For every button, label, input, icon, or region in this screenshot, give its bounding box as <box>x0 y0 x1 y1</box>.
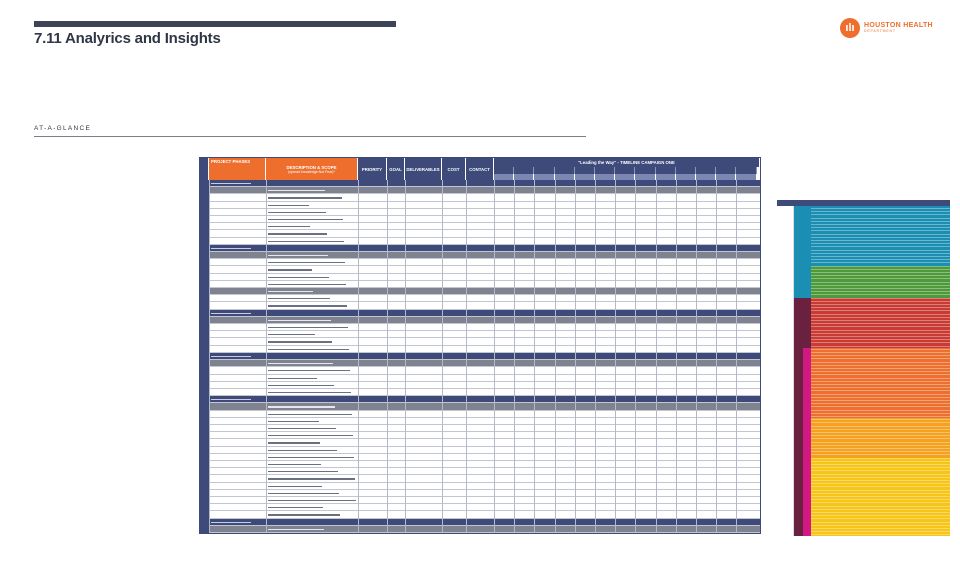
thumbnail-row-line <box>811 352 950 353</box>
thumbnail-row-line <box>811 234 950 235</box>
thumbnail-row-line <box>811 403 950 404</box>
table-row <box>209 396 760 403</box>
thumbnail-row-line <box>811 509 950 510</box>
timeline-month-cell <box>514 167 534 174</box>
thumbnail-row-line <box>811 368 950 369</box>
thumbnail-row-line <box>811 253 950 254</box>
thumbnail-row-line <box>811 419 950 420</box>
thumbnail-row-line <box>811 451 950 452</box>
row-text-stroke <box>268 327 348 328</box>
thumbnail-row-line <box>811 317 950 318</box>
table-column-line <box>514 180 515 533</box>
thumbnail-row-line <box>811 346 950 347</box>
table-row <box>209 266 760 273</box>
thumbnail-row-line <box>811 445 950 446</box>
table-row <box>209 447 760 454</box>
thumbnail-block <box>803 348 811 536</box>
timeline-month-cell <box>696 167 716 174</box>
thumbnail-row-line <box>811 259 950 260</box>
table-row <box>209 511 760 518</box>
thumbnail-row-line <box>811 323 950 324</box>
thumbnail-row-line <box>811 285 950 286</box>
table-row <box>209 353 760 360</box>
table-row <box>209 209 760 216</box>
row-text-stroke <box>268 486 322 487</box>
table-row <box>209 302 760 309</box>
header-project-phases: PROJECT PHASES <box>209 158 266 180</box>
row-text-stroke <box>268 392 351 393</box>
row-text-stroke <box>268 255 328 256</box>
table-column-line <box>266 180 267 533</box>
table-row <box>209 252 760 259</box>
thumbnail-row-line <box>811 298 950 299</box>
table-row <box>209 216 760 223</box>
thumbnail-row-line <box>811 221 950 222</box>
timeline-month-cell <box>736 167 756 174</box>
row-text-stroke <box>268 212 326 213</box>
table-row <box>209 389 760 396</box>
row-text-stroke <box>268 190 325 191</box>
row-text-stroke <box>268 241 344 242</box>
thumbnail-row-line <box>811 358 950 359</box>
row-text-stroke <box>268 349 349 350</box>
table-row <box>209 295 760 302</box>
table-row <box>209 187 760 194</box>
row-text-stroke <box>268 471 338 472</box>
timeline-month-cell <box>555 167 575 174</box>
row-text-stroke <box>268 507 323 508</box>
table-row <box>209 461 760 468</box>
thumbnail-row-line <box>811 310 950 311</box>
thumbnail-row-line <box>811 349 950 350</box>
thumbnail-row-line <box>811 432 950 433</box>
table-row <box>209 338 760 345</box>
timeline-month-cell <box>716 167 736 174</box>
thumbnail-row-line <box>811 387 950 388</box>
table-row <box>209 526 760 533</box>
thumbnail-row-line <box>811 339 950 340</box>
thumbnail-row-line <box>811 438 950 439</box>
thumbnail-row-line <box>811 266 950 267</box>
table-row <box>209 411 760 418</box>
header-deliverables: DELIVERABLES <box>405 158 442 180</box>
thumbnail-row-line <box>811 429 950 430</box>
thumbnail-row-line <box>811 422 950 423</box>
table-row <box>209 194 760 201</box>
timeline-month-cell <box>534 167 554 174</box>
table-column-line <box>736 180 737 533</box>
table-row <box>209 468 760 475</box>
thumbnail-row-line <box>811 522 950 523</box>
table-row <box>209 475 760 482</box>
thumbnail-row-line <box>811 470 950 471</box>
header-contact: CONTACT <box>466 158 494 180</box>
thumbnail-row-line <box>811 256 950 257</box>
band-text-stroke <box>211 248 251 249</box>
table-row <box>209 238 760 245</box>
table-row <box>209 483 760 490</box>
row-text-stroke <box>268 363 333 364</box>
thumbnail-row-line <box>811 282 950 283</box>
thumbnail-row-line <box>811 246 950 247</box>
row-text-stroke <box>268 233 327 234</box>
thumbnail-row-line <box>811 336 950 337</box>
logo-line-1: HOUSTON HEALTH <box>864 22 933 30</box>
thumbnail-row-line <box>811 333 950 334</box>
table-row <box>209 519 760 526</box>
thumbnail-row-line <box>811 426 950 427</box>
thumbnail-row-line <box>811 384 950 385</box>
thumbnail-row-line <box>811 483 950 484</box>
timeline-month-cell <box>656 167 676 174</box>
table-header <box>200 158 760 180</box>
thumbnail-row-line <box>811 288 950 289</box>
thumbnail-row-line <box>811 307 950 308</box>
table-row <box>209 317 760 324</box>
table-column-line <box>442 180 443 533</box>
header-priority: PRIORITY <box>358 158 387 180</box>
thumbnail-row-line <box>811 448 950 449</box>
row-text-stroke <box>268 262 345 263</box>
thumbnail-row-line <box>811 467 950 468</box>
thumbnail-row-line <box>811 435 950 436</box>
row-text-stroke <box>268 277 329 278</box>
thumbnail-row-line <box>811 211 950 212</box>
thumbnail-row-line <box>811 496 950 497</box>
row-text-stroke <box>268 493 339 494</box>
houston-health-logo <box>840 18 933 38</box>
table-column-line <box>595 180 596 533</box>
row-text-stroke <box>268 435 353 436</box>
table-row <box>209 454 760 461</box>
thumbnail-row-line <box>811 320 950 321</box>
page-title: 7.11 Analyrics and Insights <box>34 30 221 47</box>
thumbnail-row-line <box>811 416 950 417</box>
thumbnail-row-line <box>811 381 950 382</box>
thumbnail-row-line <box>811 374 950 375</box>
thumbnail-row-line <box>811 515 950 516</box>
thumbnail-row-line <box>811 378 950 379</box>
table-column-line <box>696 180 697 533</box>
table-row <box>209 331 760 338</box>
table-column-line <box>494 180 495 533</box>
thumbnail-row-line <box>811 355 950 356</box>
row-text-stroke <box>268 442 320 443</box>
table-row <box>209 288 760 295</box>
table-column-line <box>534 180 535 533</box>
table-row <box>209 382 760 389</box>
row-text-stroke <box>268 219 343 220</box>
table-row <box>209 490 760 497</box>
thumbnail-row-line <box>811 442 950 443</box>
thumbnail-row-line <box>811 208 950 209</box>
table-column-line <box>615 180 616 533</box>
table-column-line <box>209 180 210 533</box>
table-row <box>209 180 760 187</box>
thumbnail-row-line <box>811 528 950 529</box>
table-row <box>209 360 760 367</box>
thumbnail-row-line <box>811 458 950 459</box>
header-description-title: DESCRIPTION & SCOPE <box>286 164 337 170</box>
row-text-stroke <box>268 226 310 227</box>
thumbnail-row-line <box>811 390 950 391</box>
timeline-month-cell <box>676 167 696 174</box>
row-text-stroke <box>268 450 337 451</box>
thumbnail-row-line <box>811 534 950 535</box>
thumbnail-row-line <box>811 218 950 219</box>
table-column-line <box>405 180 406 533</box>
thumbnail-row-line <box>811 243 950 244</box>
timeline-month-cell <box>575 167 595 174</box>
row-text-stroke <box>268 291 313 292</box>
row-text-stroke <box>268 370 350 371</box>
thumbnail-block <box>793 298 803 536</box>
thumbnail-row-line <box>811 362 950 363</box>
thumbnail-row-line <box>811 506 950 507</box>
thumbnail-row-line <box>811 493 950 494</box>
row-text-stroke <box>268 478 355 479</box>
table-row <box>209 367 760 374</box>
thumbnail-row-line <box>811 394 950 395</box>
band-text-stroke <box>211 356 251 357</box>
thumbnail-row-line <box>811 314 950 315</box>
section-label: AT-A-GLANCE <box>34 125 92 132</box>
row-text-stroke <box>268 334 315 335</box>
logo-icon: ılı <box>840 18 860 38</box>
thumbnail-row-line <box>811 499 950 500</box>
table-row <box>209 245 760 252</box>
table-row <box>209 432 760 439</box>
timeline-month-cell <box>615 167 635 174</box>
table-row <box>209 259 760 266</box>
thumbnail-row-line <box>811 250 950 251</box>
table-column-line <box>555 180 556 533</box>
thumbnail-row-line <box>811 294 950 295</box>
table-row <box>209 425 760 432</box>
thumbnail-row-line <box>811 531 950 532</box>
table-column-line <box>716 180 717 533</box>
thumbnail-row-line <box>811 326 950 327</box>
thumbnail-row-line <box>811 480 950 481</box>
thumbnail-row-line <box>811 304 950 305</box>
header-goal: GOAL <box>387 158 405 180</box>
thumbnail-row-line <box>811 413 950 414</box>
row-text-stroke <box>268 428 336 429</box>
timeline-month-cell <box>635 167 655 174</box>
band-text-stroke <box>211 313 251 314</box>
thumbnail-row-line <box>811 474 950 475</box>
thumbnail-row-line <box>811 406 950 407</box>
thumbnail-row-line <box>811 227 950 228</box>
thumbnail-row-line <box>811 342 950 343</box>
table-row <box>209 418 760 425</box>
thumbnail-row-line <box>811 518 950 519</box>
table-row <box>209 346 760 353</box>
table-column-line <box>656 180 657 533</box>
row-text-stroke <box>268 284 346 285</box>
thumbnail-row-line <box>811 525 950 526</box>
row-text-stroke <box>268 298 330 299</box>
header-description-note: (spread knowledge Not Fear)* <box>288 169 335 174</box>
header-timeline-title: "Leading the Way" - TIMELINE CAMPAIGN ONE <box>494 158 760 167</box>
thumbnail-row-line <box>811 410 950 411</box>
band-text-stroke <box>211 399 251 400</box>
thumbnail-row-line <box>811 262 950 263</box>
band-text-stroke <box>211 522 251 523</box>
thumbnail-row-line <box>811 502 950 503</box>
thumbnail-row-line <box>811 397 950 398</box>
header-corner <box>200 158 209 180</box>
table-column-line <box>387 180 388 533</box>
thumbnail-row-line <box>811 237 950 238</box>
table-row <box>209 281 760 288</box>
row-text-stroke <box>268 305 347 306</box>
row-text-stroke <box>268 197 342 198</box>
thumbnail-row-line <box>811 224 950 225</box>
thumbnail-row-line <box>811 371 950 372</box>
title-accent-bar <box>34 21 396 27</box>
thumbnail-row-line <box>811 490 950 491</box>
table-column-line <box>635 180 636 533</box>
phase-sidebar <box>200 180 209 533</box>
table-row <box>209 439 760 446</box>
thumbnail-row-line <box>811 301 950 302</box>
row-text-stroke <box>268 341 332 342</box>
thumbnail-row-line <box>811 454 950 455</box>
thumbnail-row-line <box>811 230 950 231</box>
thumbnail-row-line <box>811 365 950 366</box>
logo-line-2: DEPARTMENT <box>864 29 896 34</box>
header-description <box>266 158 358 180</box>
timeline-thumbnail <box>777 200 950 536</box>
table-row <box>209 310 760 317</box>
table-column-line <box>676 180 677 533</box>
thumbnail-row-line <box>811 240 950 241</box>
row-text-stroke <box>268 378 317 379</box>
row-text-stroke <box>268 205 309 206</box>
timeline-month-cell <box>595 167 615 174</box>
thumbnail-row-line <box>811 291 950 292</box>
thumbnail-row-line <box>811 486 950 487</box>
table-row <box>209 504 760 511</box>
table-row <box>209 223 760 230</box>
table-column-line <box>466 180 467 533</box>
thumbnail-row-line <box>811 464 950 465</box>
row-text-stroke <box>268 385 334 386</box>
table-row <box>209 375 760 382</box>
row-text-stroke <box>268 414 352 415</box>
row-text-stroke <box>268 320 331 321</box>
table-row <box>209 497 760 504</box>
table-column-line <box>575 180 576 533</box>
thumbnail-row-line <box>811 269 950 270</box>
campaign-table <box>199 157 761 534</box>
section-divider <box>34 136 586 137</box>
row-text-stroke <box>268 457 354 458</box>
table-column-line <box>358 180 359 533</box>
timeline-month-cell <box>494 167 514 174</box>
thumbnail-row-line <box>811 275 950 276</box>
table-row <box>209 274 760 281</box>
thumbnail-block <box>793 206 811 298</box>
thumbnail-row-line <box>811 214 950 215</box>
row-text-stroke <box>268 529 324 530</box>
row-text-stroke <box>268 406 335 407</box>
thumbnail-row-line <box>811 400 950 401</box>
row-text-stroke <box>268 514 340 515</box>
thumbnail-left-strip <box>777 206 794 536</box>
band-text-stroke <box>211 183 251 184</box>
thumbnail-row-line <box>811 461 950 462</box>
header-cost: COST <box>442 158 466 180</box>
row-text-stroke <box>268 269 312 270</box>
row-text-stroke <box>268 500 356 501</box>
row-text-stroke <box>268 421 319 422</box>
thumbnail-row-line <box>811 330 950 331</box>
thumbnail-block <box>803 298 811 348</box>
thumbnail-row-line <box>811 512 950 513</box>
row-text-stroke <box>268 464 321 465</box>
table-row <box>209 202 760 209</box>
table-row <box>209 230 760 237</box>
thumbnail-row-line <box>811 278 950 279</box>
table-row <box>209 324 760 331</box>
table-row <box>209 403 760 410</box>
thumbnail-row-line <box>811 272 950 273</box>
thumbnail-row-line <box>811 477 950 478</box>
